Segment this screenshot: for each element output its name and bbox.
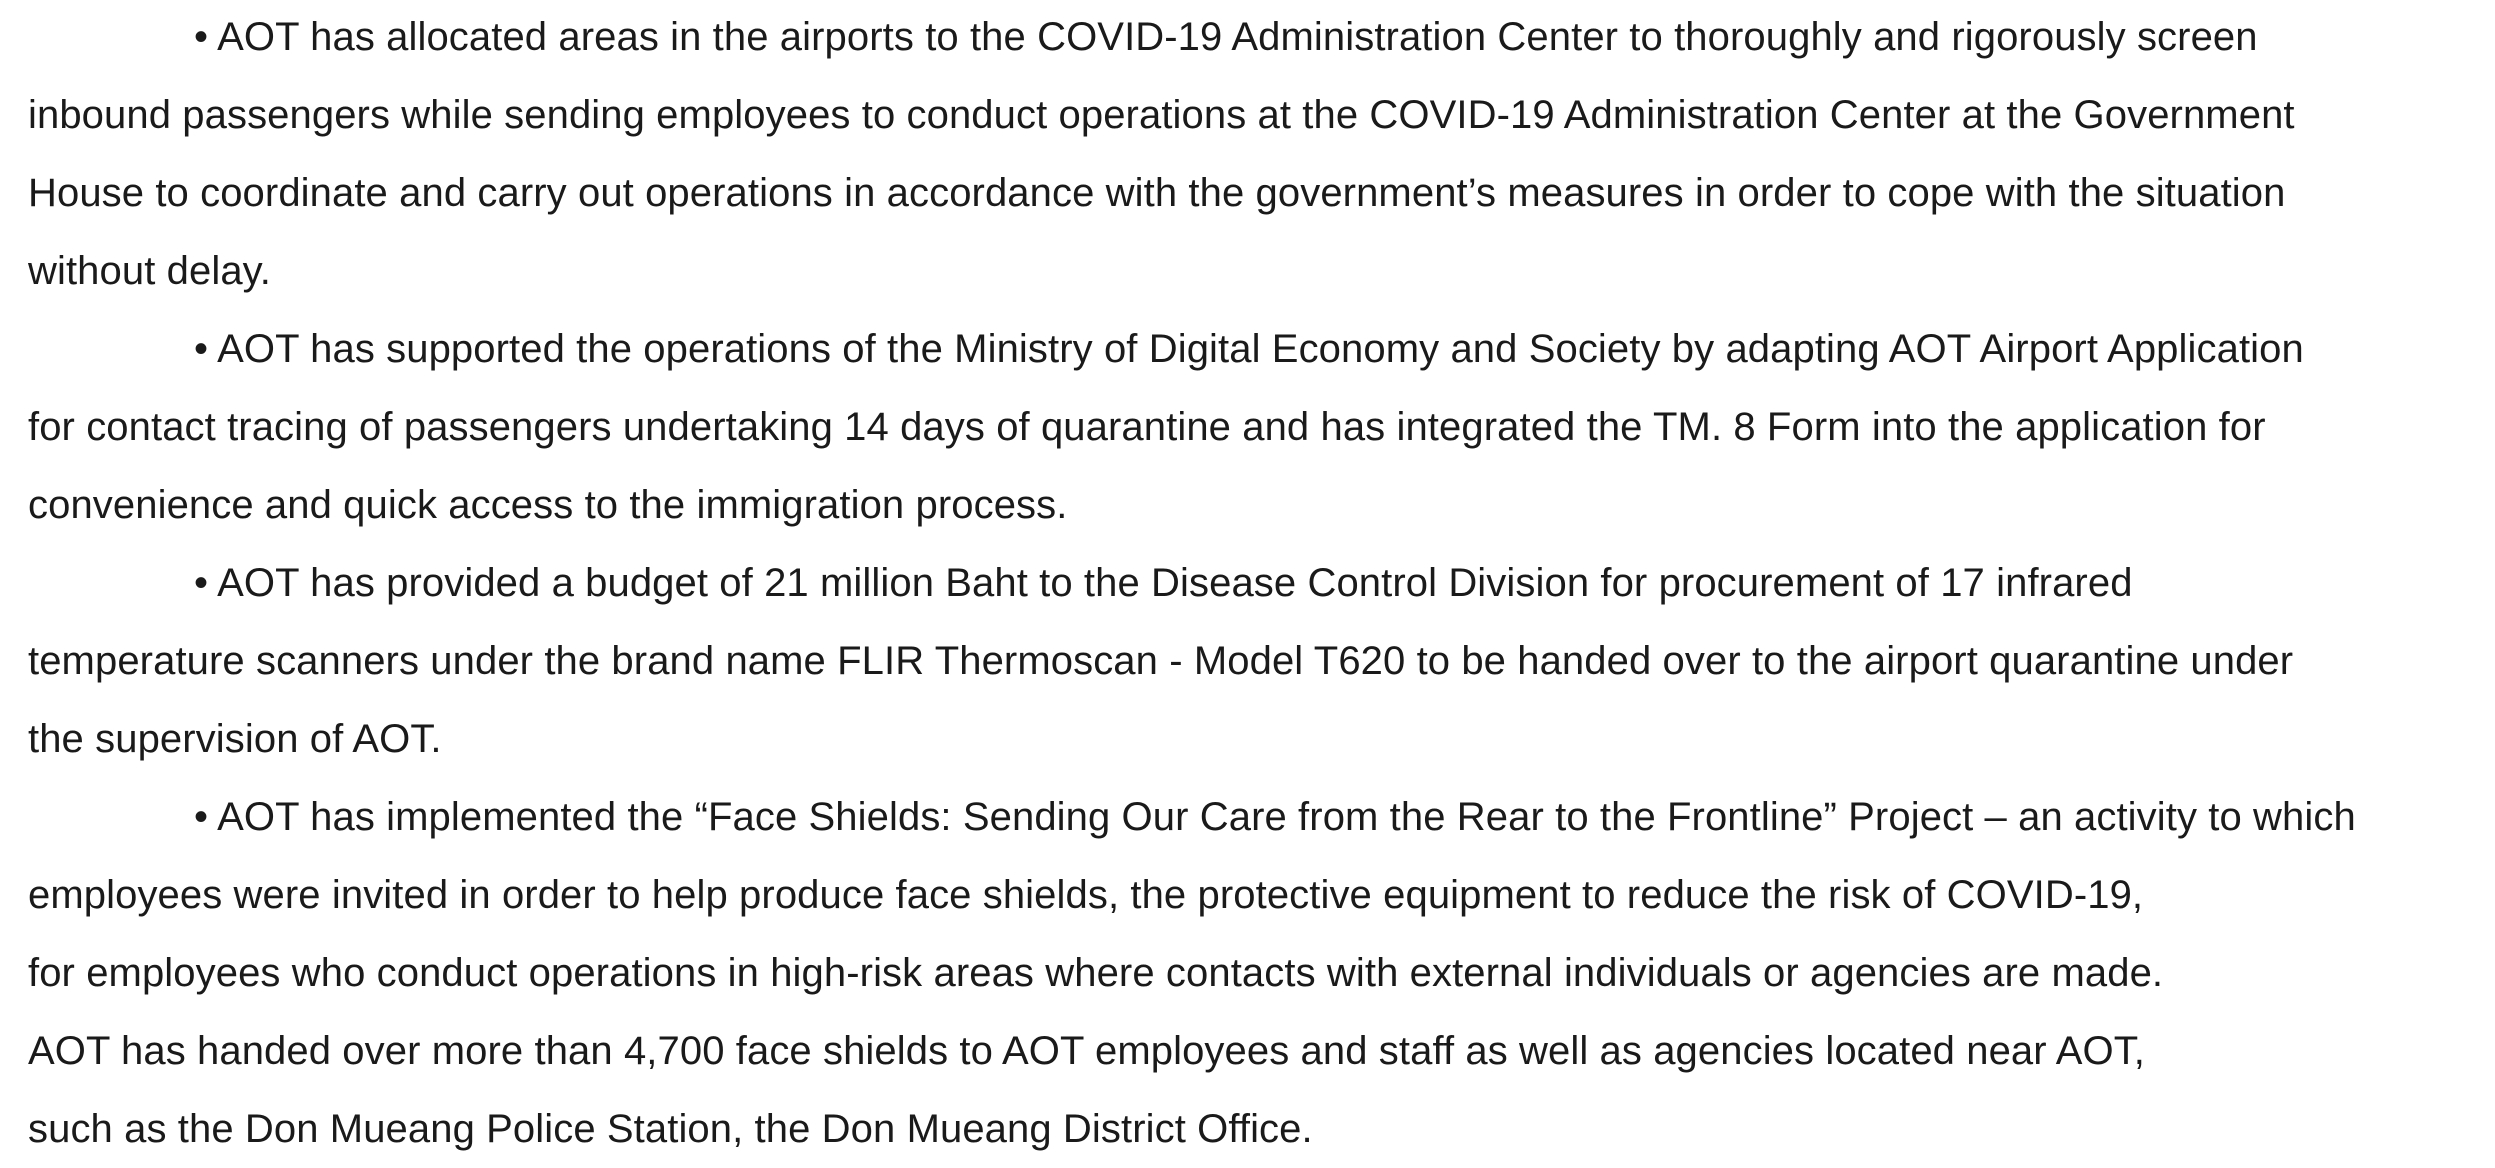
- text-line: AOT has handed over more than 4,700 face shields to AOT employees and staff as well as agencies located near AOT,: [28, 1029, 2146, 1073]
- text-line: House to coordinate and carry out operations in accordance with the government’s measures in order to cope with the situation: [28, 171, 2286, 215]
- text-line: the supervision of AOT.: [28, 717, 442, 761]
- text-line: temperature scanners under the brand name FLIR Thermoscan - Model T620 to be handed over to the airport quarantine under: [28, 639, 2294, 683]
- text-line: for employees who conduct operations in high-risk areas where contacts with external individuals or agencies are made.: [28, 951, 2164, 995]
- text-line: convenience and quick access to the immigration process.: [28, 483, 1068, 527]
- text-line: • AOT has allocated areas in the airports to the COVID-19 Administration Center to thoroughly and rigorously screen: [194, 15, 2258, 59]
- text-line: inbound passengers while sending employees to conduct operations at the COVID-19 Administration Center at the Government: [28, 93, 2295, 137]
- text-line: employees were invited in order to help produce face shields, the protective equipment to reduce the risk of COVID-19,: [28, 873, 2144, 917]
- text-line: • AOT has provided a budget of 21 million Baht to the Disease Control Division for procurement of 17 infrared: [194, 561, 2133, 605]
- text-line: such as the Don Mueang Police Station, the Don Mueang District Office.: [28, 1107, 1313, 1151]
- text-line: without delay.: [28, 249, 272, 293]
- text-line: • AOT has implemented the “Face Shields: Sending Our Care from the Rear to the Frontline” Project – an activity to which: [194, 795, 2356, 839]
- text-line: • AOT has supported the operations of the Ministry of Digital Economy and Society by adapting AOT Airport Application: [194, 327, 2304, 371]
- text-line: for contact tracing of passengers undertaking 14 days of quarantine and has integrated the TM. 8 Form into the application for: [28, 405, 2266, 449]
